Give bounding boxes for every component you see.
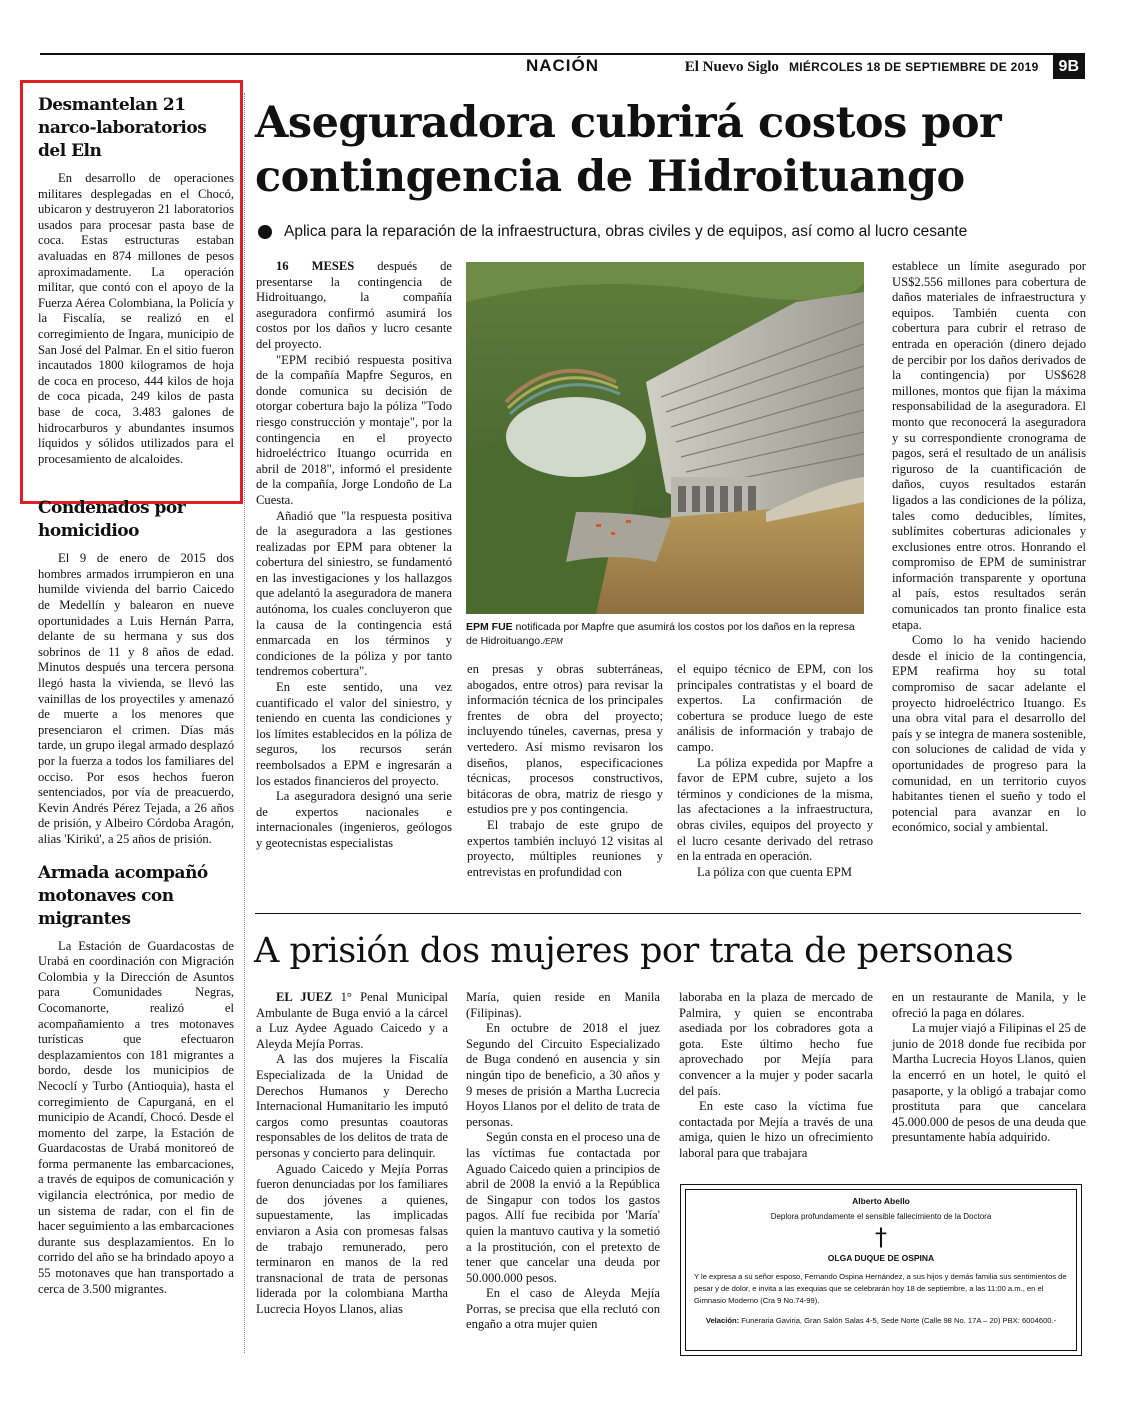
sidebar <box>38 94 234 1311</box>
dam-photo-illustration <box>466 262 864 614</box>
sidebar-story-eln <box>38 94 234 467</box>
paragraph: La mujer viajó a Filipinas el 25 de junio de 2018 donde fue recibida por Martha Lucrecia Hoyos Llanos, quien la encerró en un hotel, le quitó el pasaporte, y la obligó a trabajar como prostituta para que cancelara 45.000.000 de pesos de una deuda que presuntamente había adquirido. <box>892 1021 1086 1145</box>
story-body: En desarrollo de operaciones militares desplegadas en el Chocó, ubicaron y destruyeron 21 laboratorios usados para procesar pasta base de coca. Estas estructuras estaban avaluadas en 874 millones de pesos aproximadamente. La operación militar, que contó con el apoyo de la Fuerza Aérea Colombiana, la Policía y la Fiscalía, se realizó en el corregimiento de Ingara, municipio de San José del Palmar. En el sitio fueron incautados 1800 kilogramos de hoja de coca en proceso, 444 kilos de hoja de coca picada, 249 kilos de pasta base de coca, 3.483 galones de hidrocarburos y abundantes insumos líquidos y sólidos utilizados para el procesamiento de alcaloides. <box>38 171 234 466</box>
masthead: El Nuevo Siglo <box>684 58 779 75</box>
second-column-4 <box>892 990 1086 1146</box>
notice-sender: Alberto Abello <box>852 1196 910 1206</box>
main-column-1 <box>256 259 452 852</box>
cross-icon: † <box>875 1223 887 1251</box>
paragraph: 16 MESES después de presentarse la contingencia de Hidroituango, la compañía aseguradora confirmó asumirá los costos por los daños y lucro cesante del proyecto. <box>256 259 453 351</box>
paragraph: En el caso de Aleyda Mejía Porras, se precisa que ella reclutó con engaño a otra mujer quien <box>466 1286 660 1332</box>
main-column-2 <box>467 662 663 880</box>
paragraph: laboraba en la plaza de mercado de Palmira, y quien se encontraba asediada por los cobradores gota a gota. Este último hecho fue aprovechado por Mejía para convencer a la mujer y poder sacarla del país. <box>679 990 873 1098</box>
page-header <box>40 53 1085 77</box>
column-rule <box>244 93 245 1353</box>
paragraph: A las dos mujeres la Fiscalía Especializada de la Unidad de Derechos Humanos y Derecho Internacional Humanitario les imputó cargos como presuntas coautoras responsables de los delitos de trata de personas y concierto para delinquir. <box>256 1052 448 1160</box>
second-column-2 <box>466 990 660 1333</box>
main-column-3 <box>677 662 873 880</box>
paragraph: La póliza expedida por Mapfre a favor de EPM cubre, sujeto a los términos y condiciones de la misma, las afectaciones a la infraestructura, obras civiles, equipos del proyecto y el lucro cesante derivado del retraso en la entrada en operación. <box>677 755 873 864</box>
paragraph: En este sentido, una vez cuantificado el valor del siniestro, y teniendo en cuenta las condiciones y los límites establecidos en la póliza de seguros, los recursos serán reembolsados a EPM e ingresarán a los estados financieros del proyecto. <box>256 680 452 788</box>
main-column-4 <box>892 259 1086 836</box>
paragraph: La póliza con que cuenta EPM <box>697 864 852 879</box>
paragraph: EL JUEZ 1° Penal Municipal Ambulante de Buga envió a la cárcel a Luz Aydee Aguado Caicedo y a Aleyda Mejía Porras. <box>256 990 448 1051</box>
sidebar-story-armada <box>38 862 234 1298</box>
sidebar-story-homicidio <box>38 497 234 847</box>
main-headline: Aseguradora cubrirá costos por contingencia de Hidroituango <box>255 98 1002 202</box>
obituary-frame <box>685 1189 1077 1351</box>
story-title: Armada acompañó motonaves con migrantes <box>38 862 208 929</box>
paragraph: Aguado Caicedo y Mejía Porras fueron denunciadas por los familiares de dos jóvenes a quienes, supuestamente, las implicadas enviaron a Asia con promesas falsas de trabajo remunerado, pero terminaron en manos de la red transnacional de trata de personas liderada por la colombiana Martha Lucrecia Hoyos Llanos, alias <box>256 1161 448 1316</box>
main-kicker: Aplica para la reparación de la infraestructura, obras civiles y de equipos, así como al lucro cesante <box>258 223 1078 241</box>
second-column-3 <box>679 990 873 1162</box>
story-title: Condenados por homicidioo <box>38 498 186 542</box>
paragraph: en presas y obras subterráneas, abogados, entre otros) para revisar la información técnica de los principales frentes de obra del proyecto; incluyendo túneles, cavernas, presa y vertedero. Así mismo revisaron los diseños, planos, especificaciones técnicas, procesos constructivos, bitácoras de obra, matriz de riesgo y estudios pre y pos contingencia. <box>467 662 663 817</box>
paragraph: El trabajo de este grupo de expertos también incluyó 12 visitas al proyecto, múltiples reuniones y entrevistas en profundidad con <box>467 817 663 879</box>
paragraph: "EPM recibió respuesta positiva de la compañía Mapfre Seguros, en donde comunica su decisión de otorgar cobertura bajo la póliza "Todo riesgo construcción y montaje", por la contingencia en el proyecto hidroeléctrico Ituango ocurrida en abril de 2018", informó el presidente de la compañía, Jorge Londoño de La Cuesta. <box>256 352 452 507</box>
page-number: 9B <box>1053 55 1085 79</box>
story-title: Desmantelan 21 narco-laboratorios del Eln <box>38 95 207 161</box>
paragraph: establece un límite asegurado por US$2.556 millones para cobertura de daños materiales de infraestructura y equipos. También cuenta con cobertura para cubrir el retraso de entrada en operación (dinero dejado de percibir por los daños derivados de la contingencia) por US$628 millones, montos que fijan la máxima responsabilidad de la aseguradora. El monto que reconocerá la aseguradora y su correspondiente cronograma de pagos, será el resultado de un análisis riguroso de la cuantificación de daños, cuyos resultados estarán ligados a las condiciones de la póliza, tales como deducibles, límites, sublímites coberturas adicionales y exclusiones entre otros. Honrando el compromiso de EPM de suministrar información transparente y oportuna al país, estos resultados serán comunicados tan pronto finalice esta etapa. <box>892 259 1086 632</box>
notice-text: Y le expresa a su señor esposo, Fernando Ospina Hernández, a sus hijos y demás familia sus sentimientos de pesar y de dolor, e invita a las exequias que se celebrarán hoy 18 de septiembre, a las 11:00 a.m., en el Gimnasio Moderno (Cra 9 No.74-99). <box>694 1272 1067 1305</box>
obituary-notice <box>680 1184 1082 1356</box>
notice-venue: Velación: Funeraria Gaviria, Gran Salón Salas 4-5, Sede Norte (Calle 98 No. 17A – 20) PBX: 6004600.- <box>705 1316 1057 1325</box>
paragraph: Añadió que "la respuesta positiva de la aseguradora a las gestiones realizadas por EPM para obtener la cobertura del siniestro, se fundamentó en las investigaciones y los hallazgos que adelantó la aseguradora de manera autónoma, los cuales concluyeron que la causa de la contingencia está enmarcada en los términos y condiciones de la póliza y por tanto tendremos cobertura". <box>256 508 452 679</box>
paragraph: en un restaurante de Manila, y le ofreció la paga en dólares. <box>892 990 1086 1020</box>
second-headline: A prisión dos mujeres por trata de personas <box>254 931 1014 971</box>
bullet-icon <box>258 225 272 239</box>
story-body: La Estación de Guardacostas de Urabá en coordinación con Migración Colombia y la Dirección de Asuntos para Comunidades Negras, Cocomanorte, realizó el acompañamiento a tres motonaves turísticas que efectuaron desplazamientos con 181 migrantes a bordo, desde los municipios de Necoclí y Turbo (Antioquia), hasta el corregimiento de Capurganá, en el municipio de Acandí, Chocó. Desde el momento del zarpe, la Estación de Guardacostas de Urabá monitoreó de forma permanente las embarcaciones, a través de equipos de comunicación y vigilancia electrónica, por medio de un sistema de radar, con el fin de hacer seguimiento a las embarcaciones durante sus desplazamientos. En lo corrido del año se ha brindado apoyo a 55 motonaves que han transportado a cerca de 3.500 migrantes. <box>38 938 234 1296</box>
dam-photo <box>466 262 864 614</box>
dateline: MIÉRCOLES 18 DE SEPTIEMBRE DE 2019 <box>788 60 1039 74</box>
notice-line: Deplora profundamente el sensible fallecimiento de la Doctora <box>770 1212 992 1221</box>
paragraph: María, quien reside en Manila (Filipinas). <box>466 990 660 1020</box>
paragraph: Según consta en el proceso una de las víctimas fue contactada por Aguado Caicedo quien a principios de abril de 2008 la envió a la República de Singapur con todos los gastos pagos. Allí fue recibida por 'María' quien la mantuvo cautiva y la sometió a la prostitución, con el pretexto de tener que cancelar una deuda por 50.000.000 pesos. <box>466 1130 660 1285</box>
second-column-1 <box>256 990 448 1317</box>
photo-caption: EPM FUE notificada por Mapfre que asumirá los costos por los daños en la represa de Hidroituango./EPM <box>466 621 855 647</box>
paragraph: En octubre de 2018 el juez Segundo del Circuito Especializado de Buga condenó en ausencia y sin ningún tipo de beneficio, a 30 años y 9 meses de prisión a Martha Lucrecia Hoyos Llanos por el delito de trata de personas. <box>466 1021 660 1129</box>
paragraph: el equipo técnico de EPM, con los principales contratistas y el board de expertos. La confirmación de cobertura se produce luego de este análisis de información y trabajo de campo. <box>677 662 873 754</box>
paragraph: En este caso la víctima fue contactada por Mejía a través de una amiga, quien le hizo un ofrecimiento laboral para que trabajara <box>679 1099 873 1160</box>
story-divider <box>255 913 1081 914</box>
header-right <box>685 55 1085 79</box>
paragraph: La aseguradora designó una serie de expertos nacionales e internacionales (ingenieros, geólogos y geotecnistas especialistas <box>256 789 452 850</box>
section-name: NACIÓN <box>525 56 600 75</box>
story-body: El 9 de enero de 2015 dos hombres armados irrumpieron en una humilde vivienda del barrio Caicedo de Medellín y balearon en nueve oportunidades a Luis Hernán Parra, delante de su hermana y sus dos sobrinos de 11 y 8 años de edad. Minutos después una tercera persona llegó hasta la vivienda, se llevó las vainillas de los proyectiles y amenazó de muerte a los menores que presenciaron el crimen. Días más tarde, un grupo ilegal armado desplazó por la fuerza a todos los familiares del occiso. Por esos hechos fueron sentenciados, por vía de preacuerdo, Kevin Andrés Pérez Tejada, a 26 años de prisión, y Albeiro Córdoba Aragón, alias 'Kirikú', a 25 años de prisión. <box>38 551 234 846</box>
paragraph: Como lo ha venido haciendo desde el inicio de la contingencia, EPM reafirma hoy su total compromiso de sacar adelante el proyecto hidroeléctrico Ituango. Es una obra vital para el desarrollo del país y se integra de manera sostenible, con soluciones de calidad de vida y oportunidades de progreso para la comunidad, en un territorio cuyos habitantes tienen el sueño y todo el potencial para avanzar en lo económico, social y ambiental. <box>892 633 1086 835</box>
notice-deceased: OLGA DUQUE DE OSPINA <box>827 1253 935 1263</box>
